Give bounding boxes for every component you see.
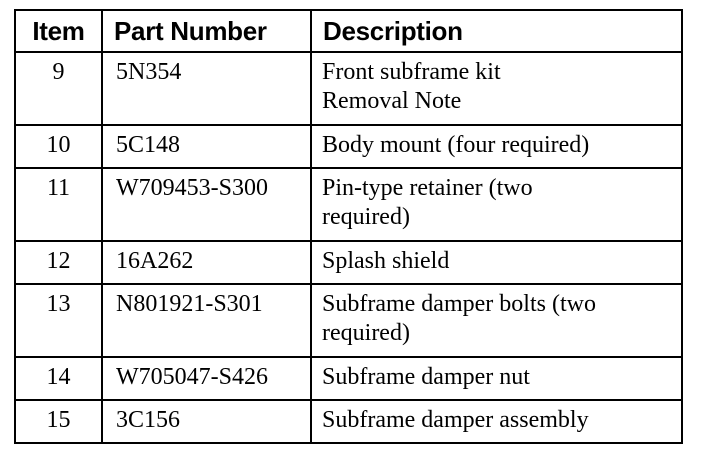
part-number-cell: 5N354 — [102, 52, 311, 125]
description-cell — [311, 125, 682, 168]
header-item: Item — [15, 10, 102, 52]
table-row — [15, 168, 682, 241]
item-cell: 11 — [15, 168, 102, 241]
description-line: Subframe damper nut — [322, 364, 530, 390]
description-line: Pin-type retainer (two — [322, 175, 533, 201]
item-cell: 12 — [15, 241, 102, 284]
description-cell — [311, 168, 682, 241]
part-number-cell: 16A262 — [102, 241, 311, 284]
description-line: required) — [322, 204, 410, 230]
description-cell — [311, 52, 682, 125]
description-line: Removal Note — [322, 88, 462, 114]
parts-table — [14, 9, 683, 444]
table-row — [15, 125, 682, 168]
header-part-number: Part Number — [102, 10, 311, 52]
table-row — [15, 52, 682, 125]
table-row — [15, 400, 682, 443]
description-cell — [311, 400, 682, 443]
description-line: Subframe damper bolts (two — [322, 291, 596, 317]
table-row — [15, 284, 682, 357]
item-cell: 9 — [15, 52, 102, 125]
part-number-cell: 3C156 — [102, 400, 311, 443]
item-cell: 15 — [15, 400, 102, 443]
part-number-cell: W709453-S300 — [102, 168, 311, 241]
item-cell: 13 — [15, 284, 102, 357]
item-cell: 10 — [15, 125, 102, 168]
description-line: required) — [322, 320, 410, 346]
item-cell: 14 — [15, 357, 102, 400]
header-description: Description — [311, 10, 682, 52]
description-line: Body mount (four required) — [322, 132, 590, 158]
part-number-cell: N801921-S301 — [102, 284, 311, 357]
description-cell — [311, 284, 682, 357]
description-cell — [311, 241, 682, 284]
table-row — [15, 241, 682, 284]
description-cell — [311, 357, 682, 400]
description-line: Front subframe kit — [322, 59, 501, 85]
description-line: Subframe damper assembly — [322, 407, 589, 433]
part-number-cell: W705047-S426 — [102, 357, 311, 400]
description-line: Splash shield — [322, 248, 450, 274]
table-header — [15, 10, 682, 52]
header-row — [15, 10, 682, 52]
part-number-cell: 5C148 — [102, 125, 311, 168]
table-row — [15, 357, 682, 400]
